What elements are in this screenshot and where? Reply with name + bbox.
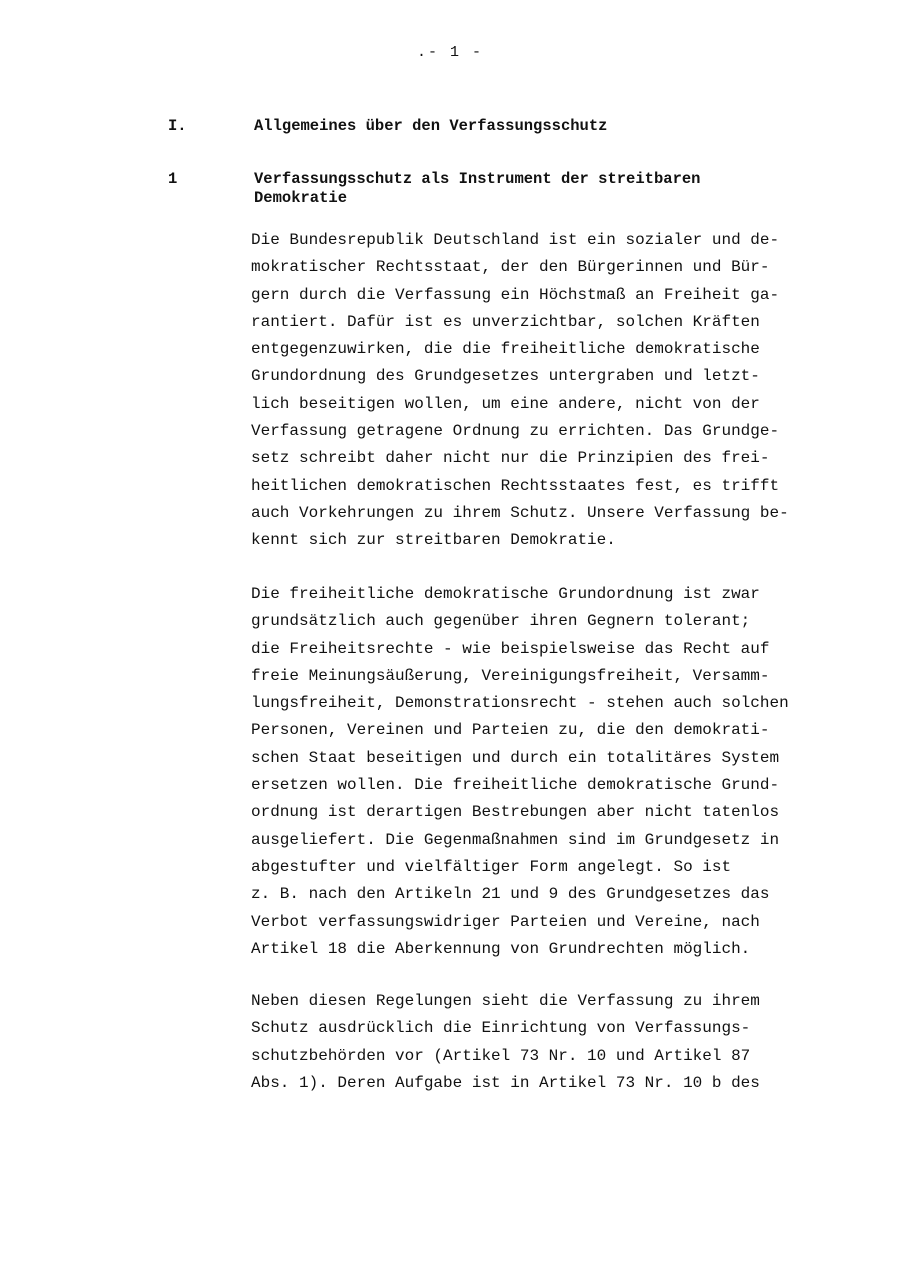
text-line: Abs. 1). Deren Aufgabe ist in Artikel 73 Nr. 10 b des (251, 1073, 760, 1092)
paragraph-3 (251, 988, 871, 1097)
text-line: Neben diesen Regelungen sieht die Verfassung zu ihrem (251, 992, 760, 1010)
text-line: ordnung ist derartigen Bestrebungen aber nicht tatenlos (251, 803, 780, 822)
text-line: gern durch die Verfassung ein Höchstmaß an Freiheit ga- (251, 285, 780, 304)
text-line: entgegenzuwirken, die die freiheitliche demokratische (251, 340, 760, 359)
text-line: schen Staat beseitigen und durch ein totalitäres System (251, 748, 780, 767)
text-line: ersetzen wollen. Die freiheitliche demokratische Grund- (251, 776, 780, 795)
text-line: schutzbehörden vor (Artikel 73 Nr. 10 und Artikel 87 (251, 1046, 751, 1065)
text-line: Verbot verfassungswidriger Parteien und Vereine, nach (251, 912, 760, 931)
text-line: z. B. nach den Artikeln 21 und 9 des Grundgesetzes das (251, 885, 770, 904)
subsection-title-line: Demokratie (254, 189, 348, 207)
text-line: Personen, Vereinen und Parteien zu, die den demokrati- (251, 721, 770, 740)
text-line: rantiert. Dafür ist es unverzichtbar, solchen Kräften (251, 312, 760, 331)
text-line: ausgeliefert. Die Gegenmaßnahmen sind im Grundgesetz in (251, 830, 780, 849)
subsection-title-line: Verfassungsschutz als Instrument der streitbaren (254, 170, 701, 188)
text-line: Schutz ausdrücklich die Einrichtung von Verfassungs- (251, 1019, 751, 1038)
section-title: Allgemeines über den Verfassungsschutz (254, 117, 608, 135)
text-line: abgestufter und vielfältiger Form angelegt. So ist (251, 857, 732, 876)
text-line: setz schreibt daher nicht nur die Prinzipien des frei- (251, 449, 770, 468)
text-line: lungsfreiheit, Demonstrationsrecht - stehen auch solchen (251, 694, 789, 713)
text-line: heitlichen demokratischen Rechtsstaates fest, es trifft (251, 476, 780, 495)
text-line: Die freiheitliche demokratische Grundordnung ist zwar (251, 585, 760, 603)
text-line: Verfassung getragene Ordnung zu errichten. Das Grundge- (251, 422, 780, 441)
text-line: kennt sich zur streitbaren Demokratie. (251, 531, 616, 550)
text-line: auch Vorkehrungen zu ihrem Schutz. Unsere Verfassung be- (251, 503, 789, 522)
text-line: Die Bundesrepublik Deutschland ist ein sozialer und de- (251, 231, 780, 249)
text-line: Artikel 18 die Aberkennung von Grundrechten möglich. (251, 939, 751, 958)
section-number: I. (168, 117, 187, 135)
subsection-title (254, 170, 814, 208)
text-line: die Freiheitsrechte - wie beispielsweise das Recht auf (251, 639, 770, 658)
paragraph-1 (251, 227, 871, 555)
text-line: mokratischer Rechtsstaat, der den Bürgerinnen und Bür- (251, 258, 770, 277)
subsection-number: 1 (168, 170, 178, 188)
text-line: grundsätzlich auch gegenüber ihren Gegnern tolerant; (251, 612, 751, 631)
text-line: freie Meinungsäußerung, Vereinigungsfreiheit, Versamm- (251, 666, 770, 685)
paragraph-2 (251, 581, 871, 963)
text-line: Grundordnung des Grundgesetzes untergraben und letzt- (251, 367, 760, 386)
text-line: lich beseitigen wollen, um eine andere, nicht von der (251, 394, 760, 413)
page-number: .- 1 - (416, 44, 483, 61)
